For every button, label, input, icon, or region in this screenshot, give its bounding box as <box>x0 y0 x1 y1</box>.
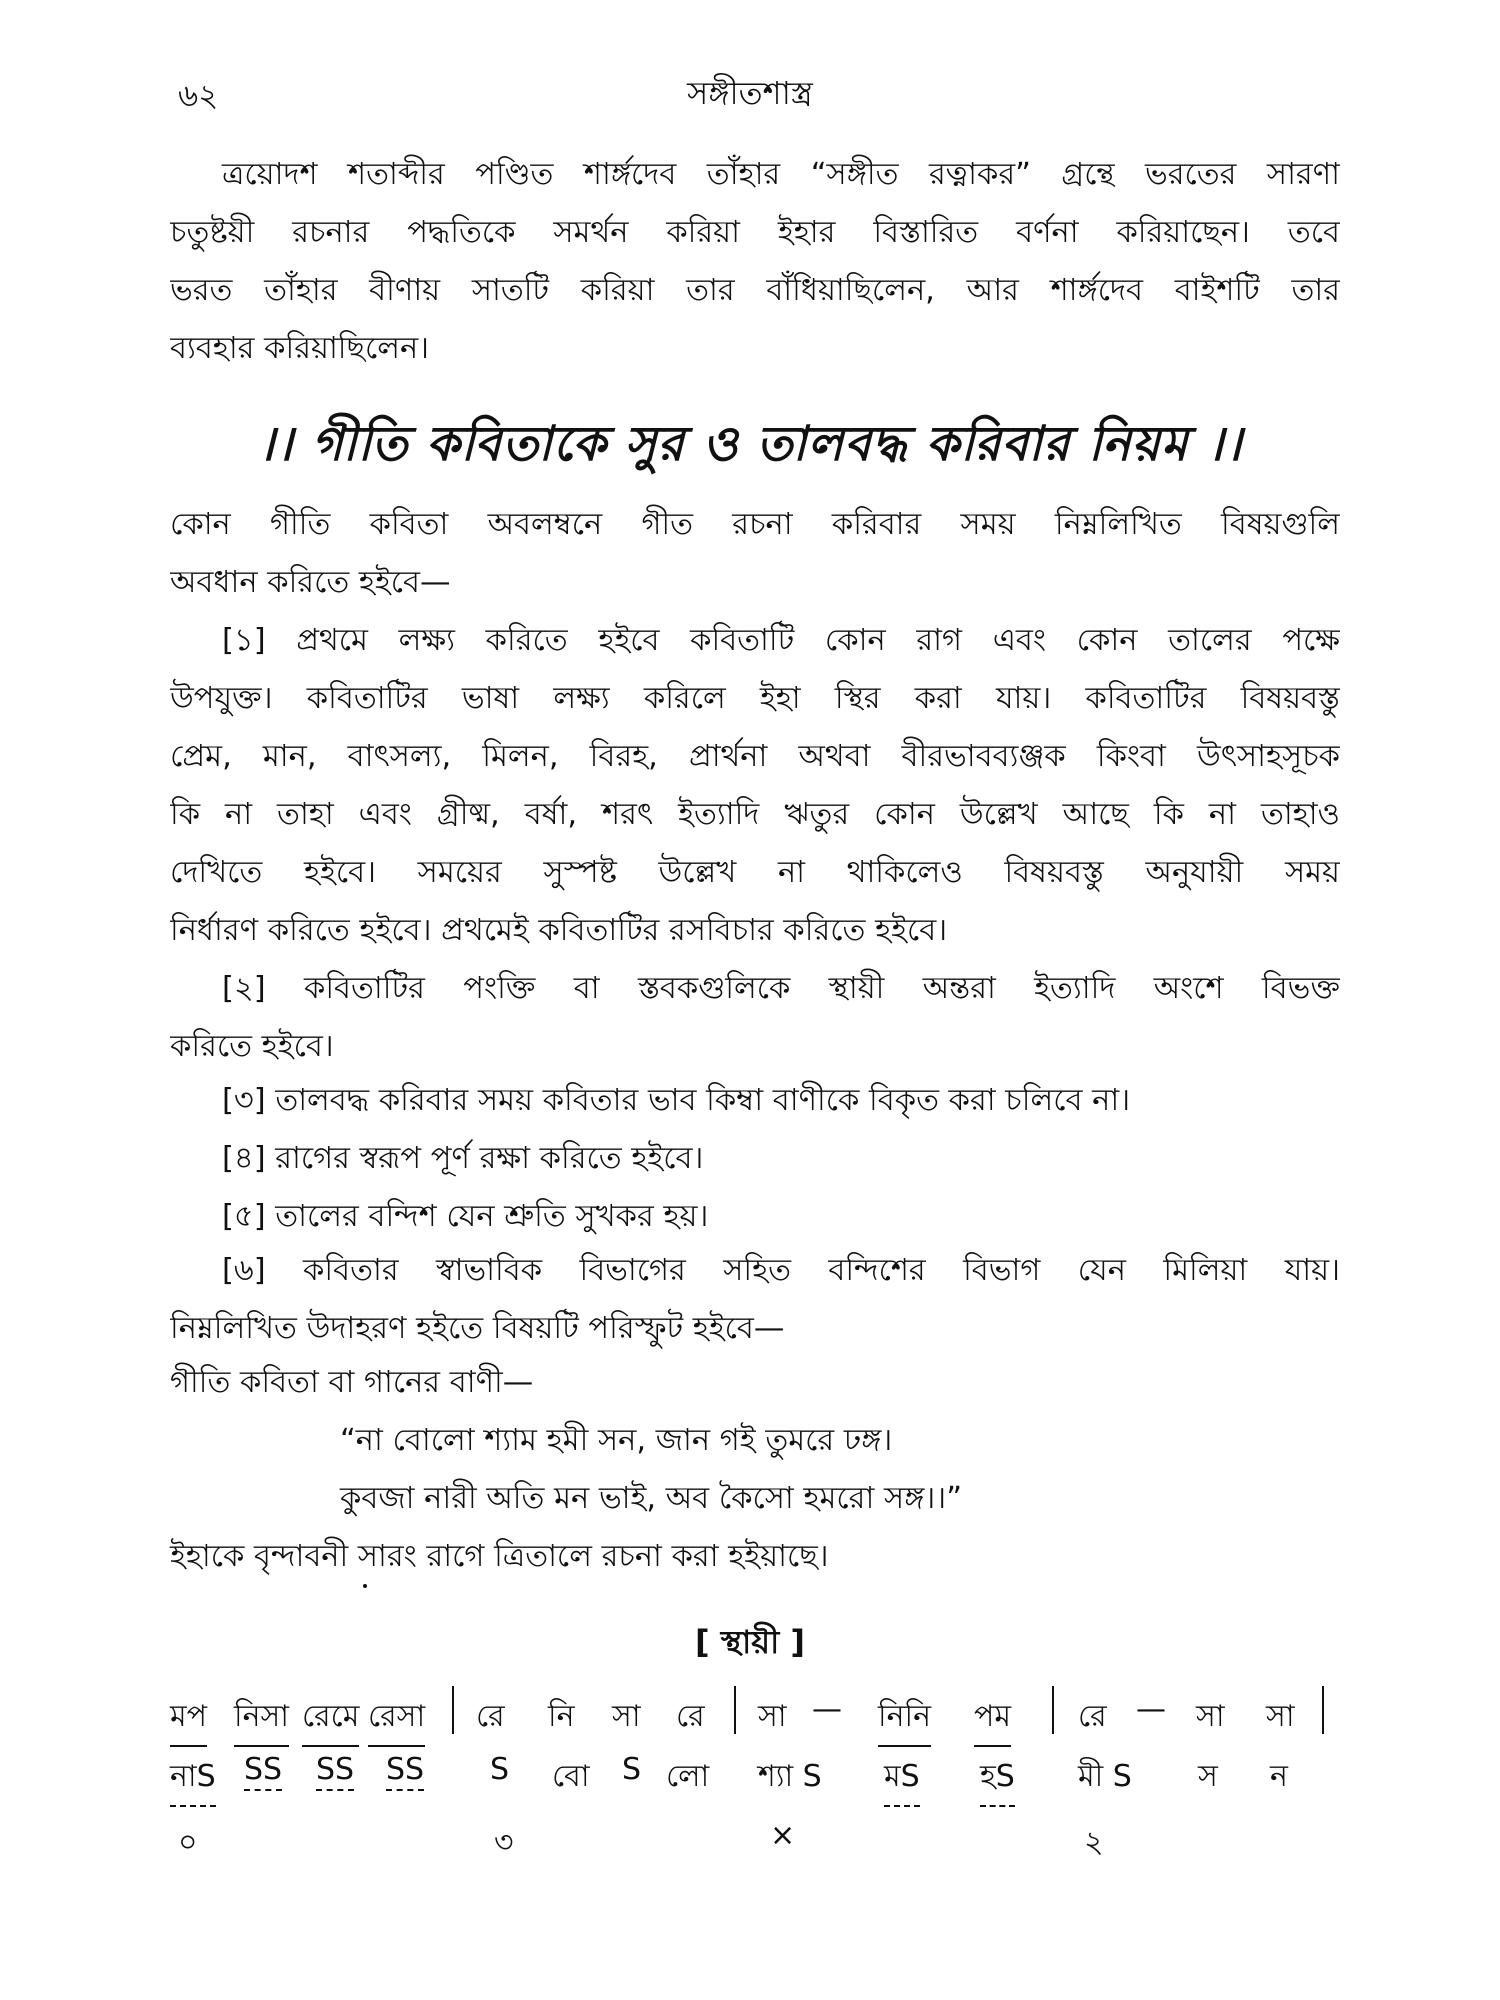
verse-line-1: “না বোলো শ্যাম হমী সন, জান গই তুমরে ঢঙ্গ। <box>340 1423 893 1458</box>
swara-cell: নিসা <box>234 1692 289 1747</box>
rule-1-line: নির্ধারণ করিতে হইবে। প্রথমেই কবিতাটির রসবিচার করিতে হইবে। <box>170 913 948 948</box>
vibhag-bar <box>452 1686 454 1734</box>
rule-2-line: [২] কবিতাটির পংক্তি বা স্তবকগুলিকে স্থায়ী অন্তরা ইত্যাদি অংশে বিভক্ত <box>222 971 1340 1006</box>
rule-2-line: করিতে হইবে। <box>170 1029 334 1064</box>
bol-cell: স <box>1198 1759 1218 1794</box>
bol-cell: মS <box>884 1752 920 1807</box>
bol-cell: SS <box>386 1752 424 1791</box>
rule-6-line: [৬] কবিতার স্বাভাবিক বিভাগের সহিত বন্দিশের বিভাগ যেন মিলিয়া যায়। <box>222 1253 1340 1288</box>
swara-cell: সা <box>1266 1699 1295 1734</box>
intro-line: চতুষ্টয়ী রচনার পদ্ধতিকে সমর্থন করিয়া ইহার বিস্তারিত বর্ণনা করিয়াছেন। তবে <box>170 215 1340 250</box>
vibhag-bar <box>1052 1686 1054 1734</box>
swara-cell: সা <box>612 1699 641 1734</box>
bol-cell: শ্যা S <box>758 1759 822 1794</box>
rule-1-line: দেখিতে হইবে। সময়ের সুস্পষ্ট উল্লেখ না থাকিলেও বিষয়বস্তু অনুযায়ী সময় <box>170 855 1340 890</box>
swara-cell: — <box>812 1692 842 1727</box>
rule-5: [৫] তালের বন্দিশ যেন শ্রুতি সুখকর হয়। <box>222 1199 709 1234</box>
swara-cell: সা <box>1196 1699 1225 1734</box>
tali-marker: × <box>770 1818 796 1853</box>
tali-marker: ২ <box>1084 1825 1104 1860</box>
bol-cell: বো <box>552 1759 590 1794</box>
rule-1-line: [১] প্রথমে লক্ষ্য করিতে হইবে কবিতাটি কোন রাগ এবং কোন তালের পক্ষে <box>222 623 1340 658</box>
tali-marker: ৩ <box>494 1825 514 1860</box>
swara-cell: রেমে <box>302 1692 359 1747</box>
bol-cell: SS <box>244 1752 282 1791</box>
vibhag-bar <box>1322 1686 1324 1734</box>
bol-cell: হS <box>980 1752 1015 1807</box>
intro-line: ব্যবহার করিয়াছিলেন। <box>170 331 430 366</box>
bol-cell: মী S <box>1078 1759 1132 1794</box>
sthayi-label: [ স্থায়ী ] <box>695 1623 805 1661</box>
rule-6-line: নিম্নলিখিত উদাহরণ হইতে বিষয়টি পরিস্ফুট হইবে— <box>170 1311 785 1346</box>
tali-marker: ০ <box>178 1825 198 1860</box>
rule-1-line: কি না তাহা এবং গ্রীষ্ম, বর্ষা, শরৎ ইত্যাদি ঋতুর কোন উল্লেখ আছে কি না তাহাও <box>170 797 1340 832</box>
page-number: ৬২ <box>178 78 219 114</box>
bol-cell: ন <box>1270 1759 1288 1794</box>
running-title: সঙ্গীতশাস্ত্র <box>687 74 813 112</box>
verse-line-2: কুবজা নারী অতি মন ভাই, অব কৈসো হমরো সঙ্গ।।” <box>340 1481 962 1516</box>
swara-cell: মপ <box>170 1692 207 1747</box>
swara-cell: সা <box>758 1699 787 1734</box>
swara-cell: রেসা <box>368 1692 425 1747</box>
rule-3: [৩] তালবদ্ধ করিবার সময় কবিতার ভাব কিম্বা বাণীকে বিকৃত করা চলিবে না। <box>222 1083 1131 1118</box>
swara-cell: নিনি <box>878 1692 931 1747</box>
bol-cell: লো <box>666 1759 710 1794</box>
bol-cell: নাS <box>170 1752 216 1807</box>
swara-cell: নি <box>548 1699 575 1734</box>
intro-line: ত্রয়োদশ শতাব্দীর পণ্ডিত শার্ঙ্গদেব তাঁহার “সঙ্গীত রত্নাকর” গ্রন্থে ভরতের সারণা <box>222 157 1340 192</box>
rule-1-line: উপযুক্ত। কবিতাটির ভাষা লক্ষ্য করিলে ইহা স্থির করা যায়। কবিতাটির বিষয়বস্তু <box>170 681 1340 716</box>
swara-cell: — <box>1136 1692 1166 1727</box>
swara-cell: রে <box>1078 1699 1107 1734</box>
vibhag-bar <box>734 1686 736 1734</box>
swara-cell: রে <box>476 1699 505 1734</box>
rule-4: [৪] রাগের স্বরূপ পূর্ণ রক্ষা করিতে হইবে। <box>222 1141 704 1176</box>
section-heading: ।। গীতি কবিতাকে সুর ও তালবদ্ধ করিবার নিয়ম ।। <box>257 416 1243 472</box>
swara-cell: পম <box>974 1692 1011 1747</box>
swara-cell: রে <box>676 1699 705 1734</box>
bol-cell: S <box>490 1752 510 1787</box>
rule-1-line: প্রেম, মান, বাৎসল্য, মিলন, বিরহ, প্রার্থনা অথবা বীরভাবব্যঞ্জক কিংবা উৎসাহসূচক <box>170 739 1340 774</box>
raga-note: ইহাকে বৃন্দাবনী সারং রাগে ত্রিতালে রচনা করা হইয়াছে। <box>170 1539 829 1574</box>
bol-cell: S <box>622 1752 642 1787</box>
lead-line: অবধান করিতে হইবে— <box>170 565 451 600</box>
intro-line: ভরত তাঁহার বীণায় সাতটি করিয়া তার বাঁধিয়াছিলেন, আর শার্ঙ্গদেব বাইশটি তার <box>170 273 1340 308</box>
lyrics-label: গীতি কবিতা বা গানের বাণী— <box>170 1365 534 1400</box>
lead-line: কোন গীতি কবিতা অবলম্বনে গীত রচনা করিবার সময় নিম্নলিখিত বিষয়গুলি <box>170 507 1340 542</box>
bol-cell: SS <box>316 1752 354 1791</box>
